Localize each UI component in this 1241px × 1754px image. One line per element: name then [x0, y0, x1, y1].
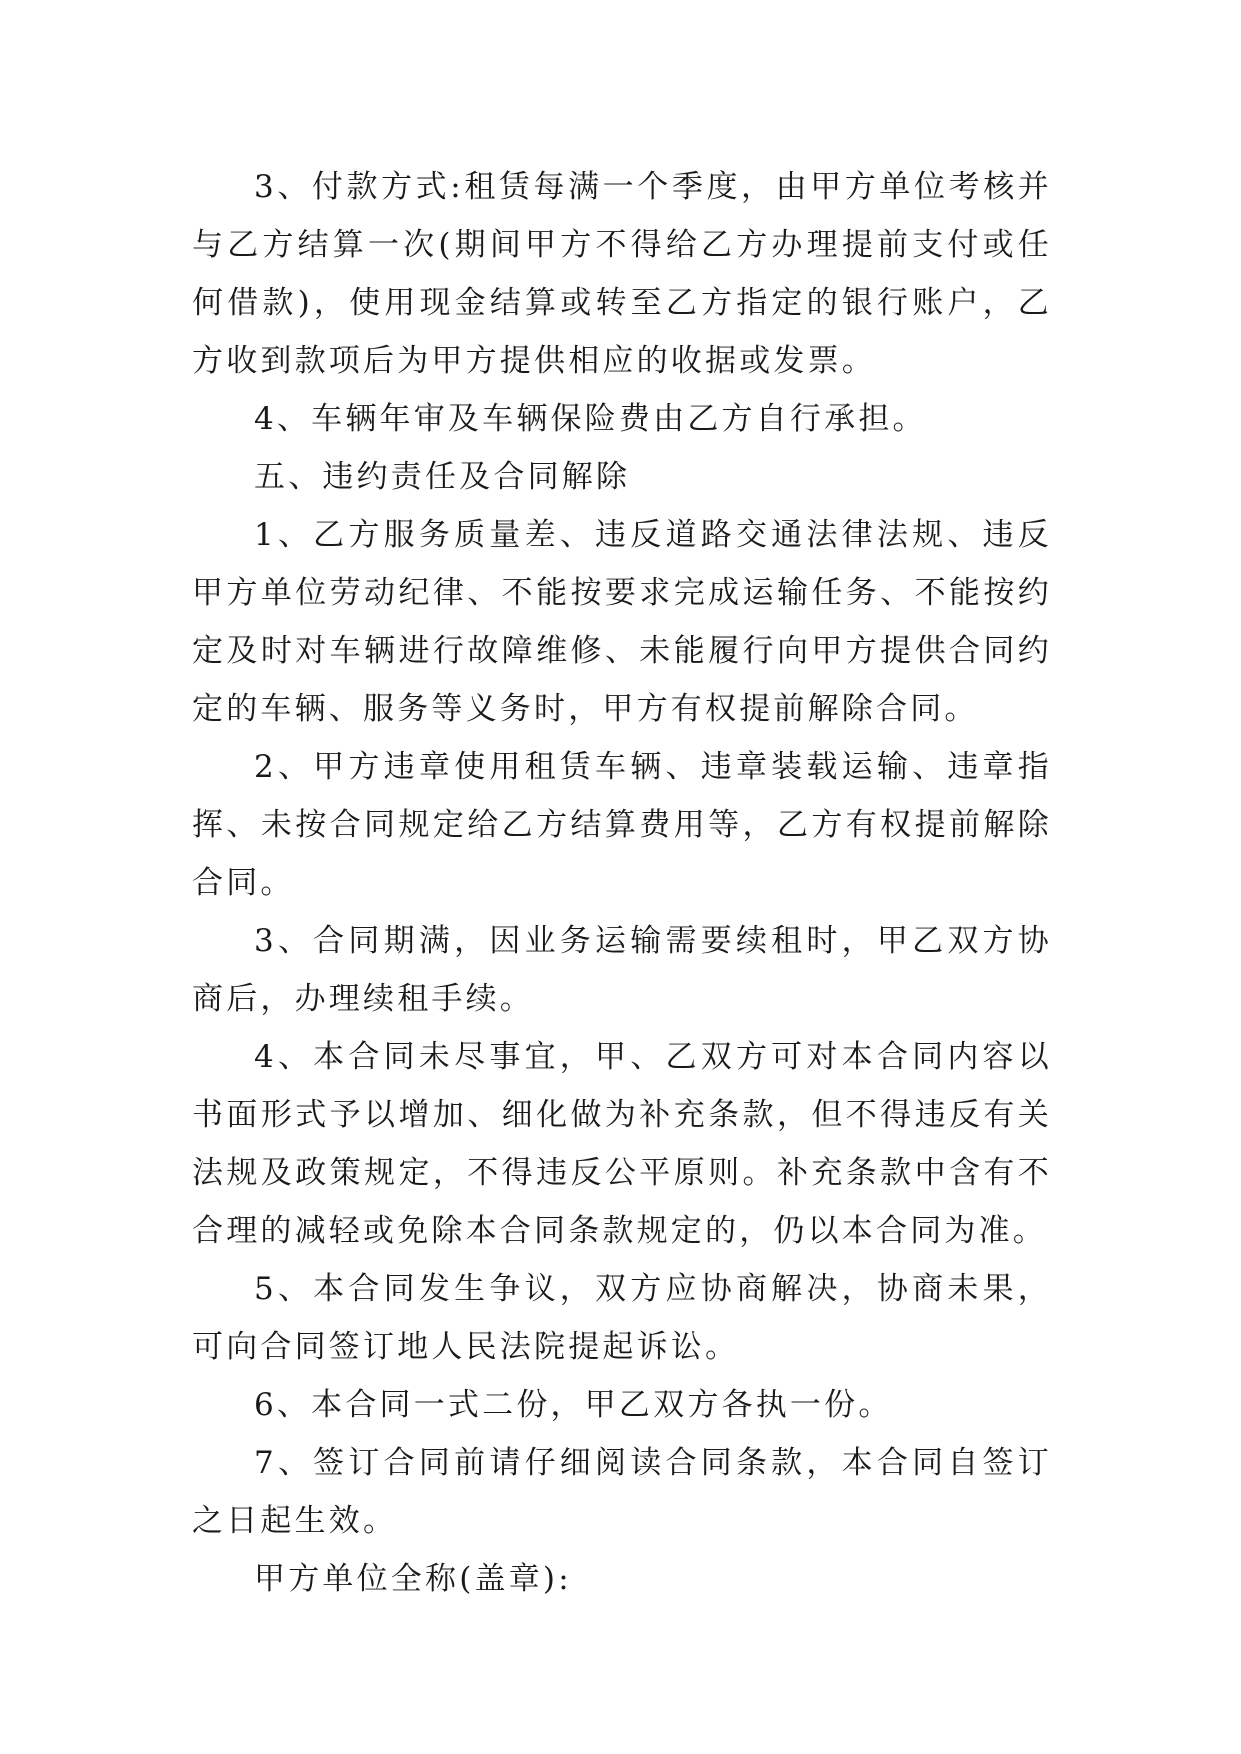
paragraph-clause-4: 4、本合同未尽事宜，甲、乙双方可对本合同内容以书面形式予以增加、细化做为补充条款，但不得违反有关法规及政策规定，不得违反公平原则。补充条款中含有不合理的减轻或免除本合同条款规定的，仍以本合同为准。: [192, 1039, 1052, 1249]
paragraph-clause-7: 7、签订合同前请仔细阅读合同条款，本合同自签订之日起生效。: [192, 1445, 1052, 1539]
paragraph-clause-1: 1、乙方服务质量差、违反道路交通法律法规、违反甲方单位劳动纪律、不能按要求完成运输任务、不能按约定及时对车辆进行故障维修、未能履行向甲方提供合同约定的车辆、服务等义务时，甲方有权提前解除合同。: [192, 517, 1052, 727]
paragraph-clause-6: 6、本合同一式二份，甲乙双方各执一份。: [254, 1387, 893, 1423]
paragraph-clause-2: 2、甲方违章使用租赁车辆、违章装载运输、违章指挥、未按合同规定给乙方结算费用等，乙方有权提前解除合同。: [192, 749, 1052, 901]
signature-line-party-a: 甲方单位全称(盖章):: [254, 1561, 572, 1597]
section-heading-breach-termination: 五、违约责任及合同解除: [254, 459, 631, 495]
document-body: [192, 158, 1052, 1608]
paragraph-payment-method: 3、付款方式:租赁每满一个季度，由甲方单位考核并与乙方结算一次(期间甲方不得给乙方办理提前支付或任何借款)，使用现金结算或转至乙方指定的银行账户，乙方收到款项后为甲方提供相应的收据或发票。: [192, 169, 1052, 379]
paragraph-vehicle-inspection-insurance: 4、车辆年审及车辆保险费由乙方自行承担。: [254, 401, 927, 437]
paragraph-clause-3: 3、合同期满，因业务运输需要续租时，甲乙双方协商后，办理续租手续。: [192, 923, 1052, 1017]
paragraph-clause-5: 5、本合同发生争议，双方应协商解决，协商未果，可向合同签订地人民法院提起诉讼。: [192, 1271, 1052, 1365]
